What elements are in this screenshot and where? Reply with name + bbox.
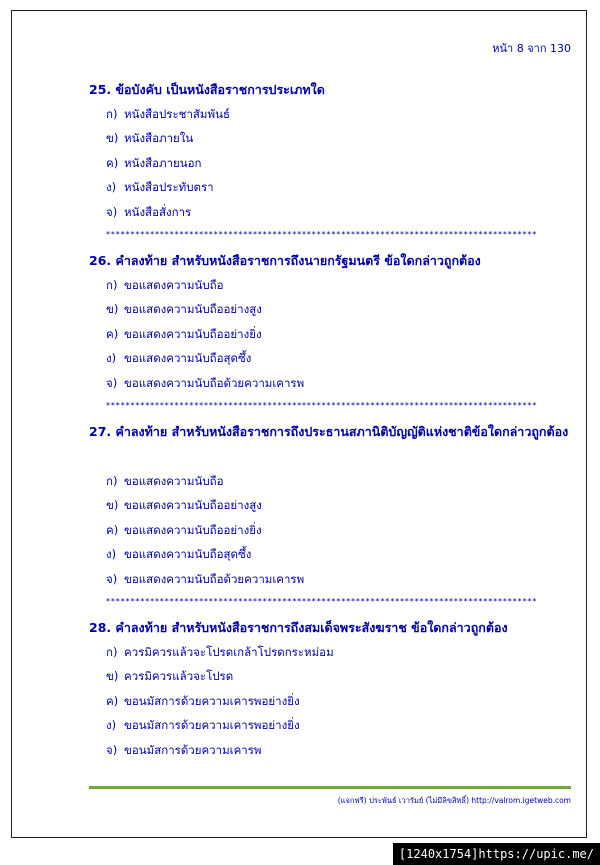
option-text: ควรมิควรแล้วจะโปรดเกล้าโปรดกระหม่อม xyxy=(124,645,334,659)
option-letter: ง) xyxy=(106,547,117,562)
option-letter: จ) xyxy=(106,742,118,757)
option xyxy=(106,518,304,542)
option-text: ขอแสดงความนับถือด้วยความเคารพ xyxy=(124,375,305,390)
option-text: ขอแสดงความนับถืออย่างสูง xyxy=(124,498,262,513)
option-text: ขอนมัสการด้วยความเคารพ xyxy=(124,742,262,757)
option-text: หนังสือประชาสัมพันธ์ xyxy=(124,107,230,121)
option-text: หนังสือสั่งการ xyxy=(124,204,192,219)
option xyxy=(106,493,304,517)
separator: **************************************************************************************** xyxy=(106,597,538,606)
option xyxy=(106,175,230,199)
option xyxy=(106,102,230,126)
option-text: ขอแสดงความนับถือ xyxy=(124,278,224,292)
question-26-options xyxy=(106,273,304,395)
option xyxy=(106,126,230,150)
option xyxy=(106,371,304,395)
option xyxy=(106,640,334,664)
option-text: ขอแสดงความนับถืออย่างยิ่ง xyxy=(124,326,262,341)
option xyxy=(106,542,304,566)
question-25-title: 25. ข้อบังคับ เป็นหนังสือราชการประเภทใด xyxy=(89,82,325,97)
question-28-title: 28. คำลงท้าย สำหรับหนังสือราชการถึงสมเด็จพระสังฆราช ข้อใดกล่าวถูกต้อง xyxy=(89,620,508,635)
question-25-options xyxy=(106,102,230,224)
option-text: หนังสือภายนอก xyxy=(124,155,202,170)
option xyxy=(106,151,230,175)
option xyxy=(106,664,334,688)
option-text: ขอแสดงความนับถือด้วยความเคารพ xyxy=(124,571,305,586)
option-text: หนังสือประทับตรา xyxy=(124,180,214,195)
watermark: [1240x1754]https://upic.me/ xyxy=(393,843,600,865)
option xyxy=(106,322,304,346)
option-letter: ข) xyxy=(106,498,119,513)
option xyxy=(106,567,304,591)
option xyxy=(106,713,334,737)
option xyxy=(106,346,304,370)
option-letter: ค) xyxy=(106,693,119,708)
option-letter: จ) xyxy=(106,571,118,586)
option xyxy=(106,273,304,297)
option-letter: จ) xyxy=(106,204,118,219)
option-letter: ก) xyxy=(106,474,118,488)
footer-divider xyxy=(89,786,571,789)
question-27-options xyxy=(106,469,304,591)
option-letter: ข) xyxy=(106,302,119,317)
option-letter: ค) xyxy=(106,155,119,170)
option xyxy=(106,689,334,713)
option-letter: ง) xyxy=(106,180,117,195)
page-number: หน้า 8 จาก 130 xyxy=(492,42,571,55)
option xyxy=(106,469,304,493)
option-letter: จ) xyxy=(106,375,118,390)
option-letter: ง) xyxy=(106,351,117,366)
option-letter: ก) xyxy=(106,107,118,121)
option-text: ขอแสดงความนับถืออย่างสูง xyxy=(124,302,262,317)
question-26-title: 26. คำลงท้าย สำหรับหนังสือราชการถึงนายกรัฐมนตรี ข้อใดกล่าวถูกต้อง xyxy=(89,253,481,268)
option-text: ขอนมัสการด้วยความเคารพอย่างยิ่ง xyxy=(124,718,300,733)
option-text: ควรมิควรแล้วจะโปรด xyxy=(124,669,234,684)
option-text: ขอแสดงความนับถือสุดซึ้ง xyxy=(124,351,252,366)
question-28-options xyxy=(106,640,334,762)
footer-credit: (แจกฟรี) ประพันธ์ เวารัมย์ (ไม่มีลิขสิทธิ์) http://valrom.igetweb.com xyxy=(337,796,571,805)
separator: **************************************************************************************** xyxy=(106,230,538,239)
option-letter: ง) xyxy=(106,718,117,733)
option-letter: ก) xyxy=(106,645,118,659)
option-letter: ค) xyxy=(106,326,119,341)
question-27-title: 27. คำลงท้าย สำหรับหนังสือราชการถึงประธานสภานิติบัญญัติแห่งชาติข้อใดกล่าวถูกต้อง xyxy=(89,424,569,439)
option-letter: ข) xyxy=(106,131,119,146)
option-letter: ข) xyxy=(106,669,119,684)
option-letter: ก) xyxy=(106,278,118,292)
option-text: ขอแสดงความนับถืออย่างยิ่ง xyxy=(124,522,262,537)
option xyxy=(106,200,230,224)
option-letter: ค) xyxy=(106,522,119,537)
option-text: ขอนมัสการด้วยความเคารพอย่างยิ่ง xyxy=(124,693,300,708)
option-text: ขอแสดงความนับถือ xyxy=(124,474,224,488)
separator: **************************************************************************************** xyxy=(106,401,538,410)
option-text: หนังสือภายใน xyxy=(124,131,194,146)
option-text: ขอแสดงความนับถือสุดซึ้ง xyxy=(124,547,252,562)
option xyxy=(106,297,304,321)
option xyxy=(106,738,334,762)
